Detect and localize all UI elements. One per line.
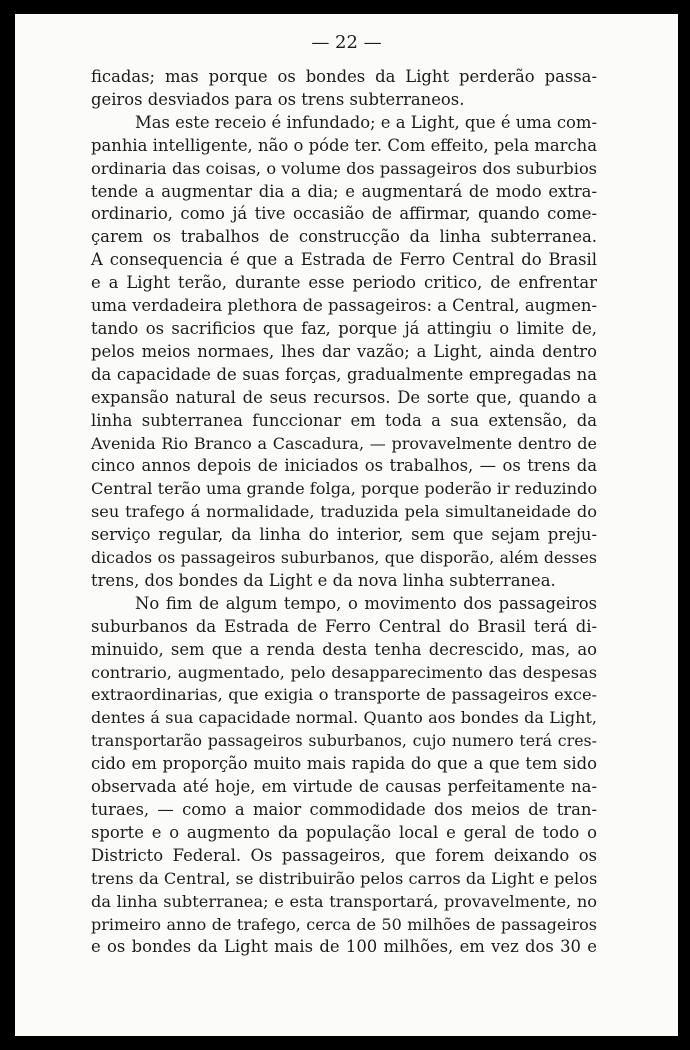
text-line: transportarão passageiros suburbanos, cujo numero terá cres- [91, 731, 597, 751]
text-line: dicados os passageiros suburbanos, que disporão, além desses [91, 548, 597, 568]
text-line: uma verdadeira plethora de passageiros: a Central, augmen- [91, 296, 597, 316]
text-line: ficadas; mas porque os bondes da Light perderão passa- [91, 67, 597, 86]
text-line: Districto Federal. Os passageiros, que forem deixando os [91, 845, 597, 865]
text-line: Mas este receio é infundado; e a Light, que é uma com- [135, 112, 597, 132]
text-line: da capacidade de suas forças, gradualmente empregadas na [91, 364, 597, 384]
text-line: e a Light terão, durante esse periodo critico, de enfrentar [91, 273, 597, 293]
text-line: ordinario, como já tive occasião de affirmar, quando come- [91, 204, 597, 224]
text-line: panhia intelligente, não o póde ter. Com effeito, pela marcha [91, 135, 597, 155]
page-number: — 22 — [311, 32, 382, 53]
text-line: observada até hoje, em virtude de causas perfeitamente na- [91, 777, 597, 797]
text-line: seu trafego á normalidade, traduzida pela simultaneidade do [91, 502, 597, 522]
text-line: cido em proporção muito mais rapida do que a que tem sido [91, 754, 597, 774]
body-text [91, 66, 597, 959]
text-line: expansão natural de seus recursos. De sorte que, quando a [91, 387, 597, 407]
text-line: minuido, sem que a renda desta tenha decrescido, mas, ao [91, 639, 597, 659]
text-line: pelos meios normaes, lhes dar vazão; a Light, ainda dentro [91, 341, 597, 361]
text-line: trens da Central, se distribuirão pelos carros da Light e pelos [91, 868, 598, 888]
text-line: sporte e o augmento da população local e geral de todo o [91, 822, 597, 842]
text-line: suburbanos da Estrada de Ferro Central do Brasil terá di- [91, 616, 597, 636]
text-line: linha subterranea funccionar em toda a sua extensão, da [91, 410, 597, 430]
text-line: da linha subterranea; e esta transportará, provavelmente, no [91, 891, 597, 911]
text-line: A consequencia é que a Estrada de Ferro Central do Brasil [91, 250, 597, 270]
book-page [15, 14, 678, 1036]
text-line: geiros desviados para os trens subterraneos. [91, 89, 465, 109]
text-line: e os bondes da Light mais de 100 milhões, em vez dos 30 e [91, 937, 597, 957]
text-line: çarem os trabalhos de construcção da linha subterranea. [91, 227, 597, 247]
text-line: tando os sacrificios que faz, porque já attingiu o limite de, [91, 318, 597, 338]
text-line: trens, dos bondes da Light e da nova linha subterranea. [91, 570, 556, 590]
text-line: ordinaria das coisas, o volume dos passageiros dos suburbios [91, 158, 597, 178]
text-line: Central terão uma grande folga, porque poderão ir reduzindo [91, 479, 598, 499]
text-line: tende a augmentar dia a dia; e augmentará de modo extra- [91, 181, 597, 201]
text-line: No fim de algum tempo, o movimento dos passageiros [135, 593, 597, 613]
text-line: Avenida Rio Branco a Cascadura, — provavelmente dentro de [91, 433, 597, 453]
text-line: cinco annos depois de iniciados os trabalhos, — os trens da [91, 456, 597, 476]
text-line: extraordinarias, que exigia o transporte de passageiros exce- [91, 685, 597, 705]
text-line: primeiro anno de trafego, cerca de 50 milhões de passageiros [91, 914, 597, 934]
text-line: dentes á sua capacidade normal. Quanto aos bondes da Light, [91, 708, 597, 728]
text-line: contrario, augmentado, pelo desapparecimento das despesas [91, 662, 597, 682]
text-line: serviço regular, da linha do interior, sem que sejam preju- [91, 525, 597, 545]
text-line: turaes, — como a maior commodidade dos meios de tran- [91, 800, 597, 819]
